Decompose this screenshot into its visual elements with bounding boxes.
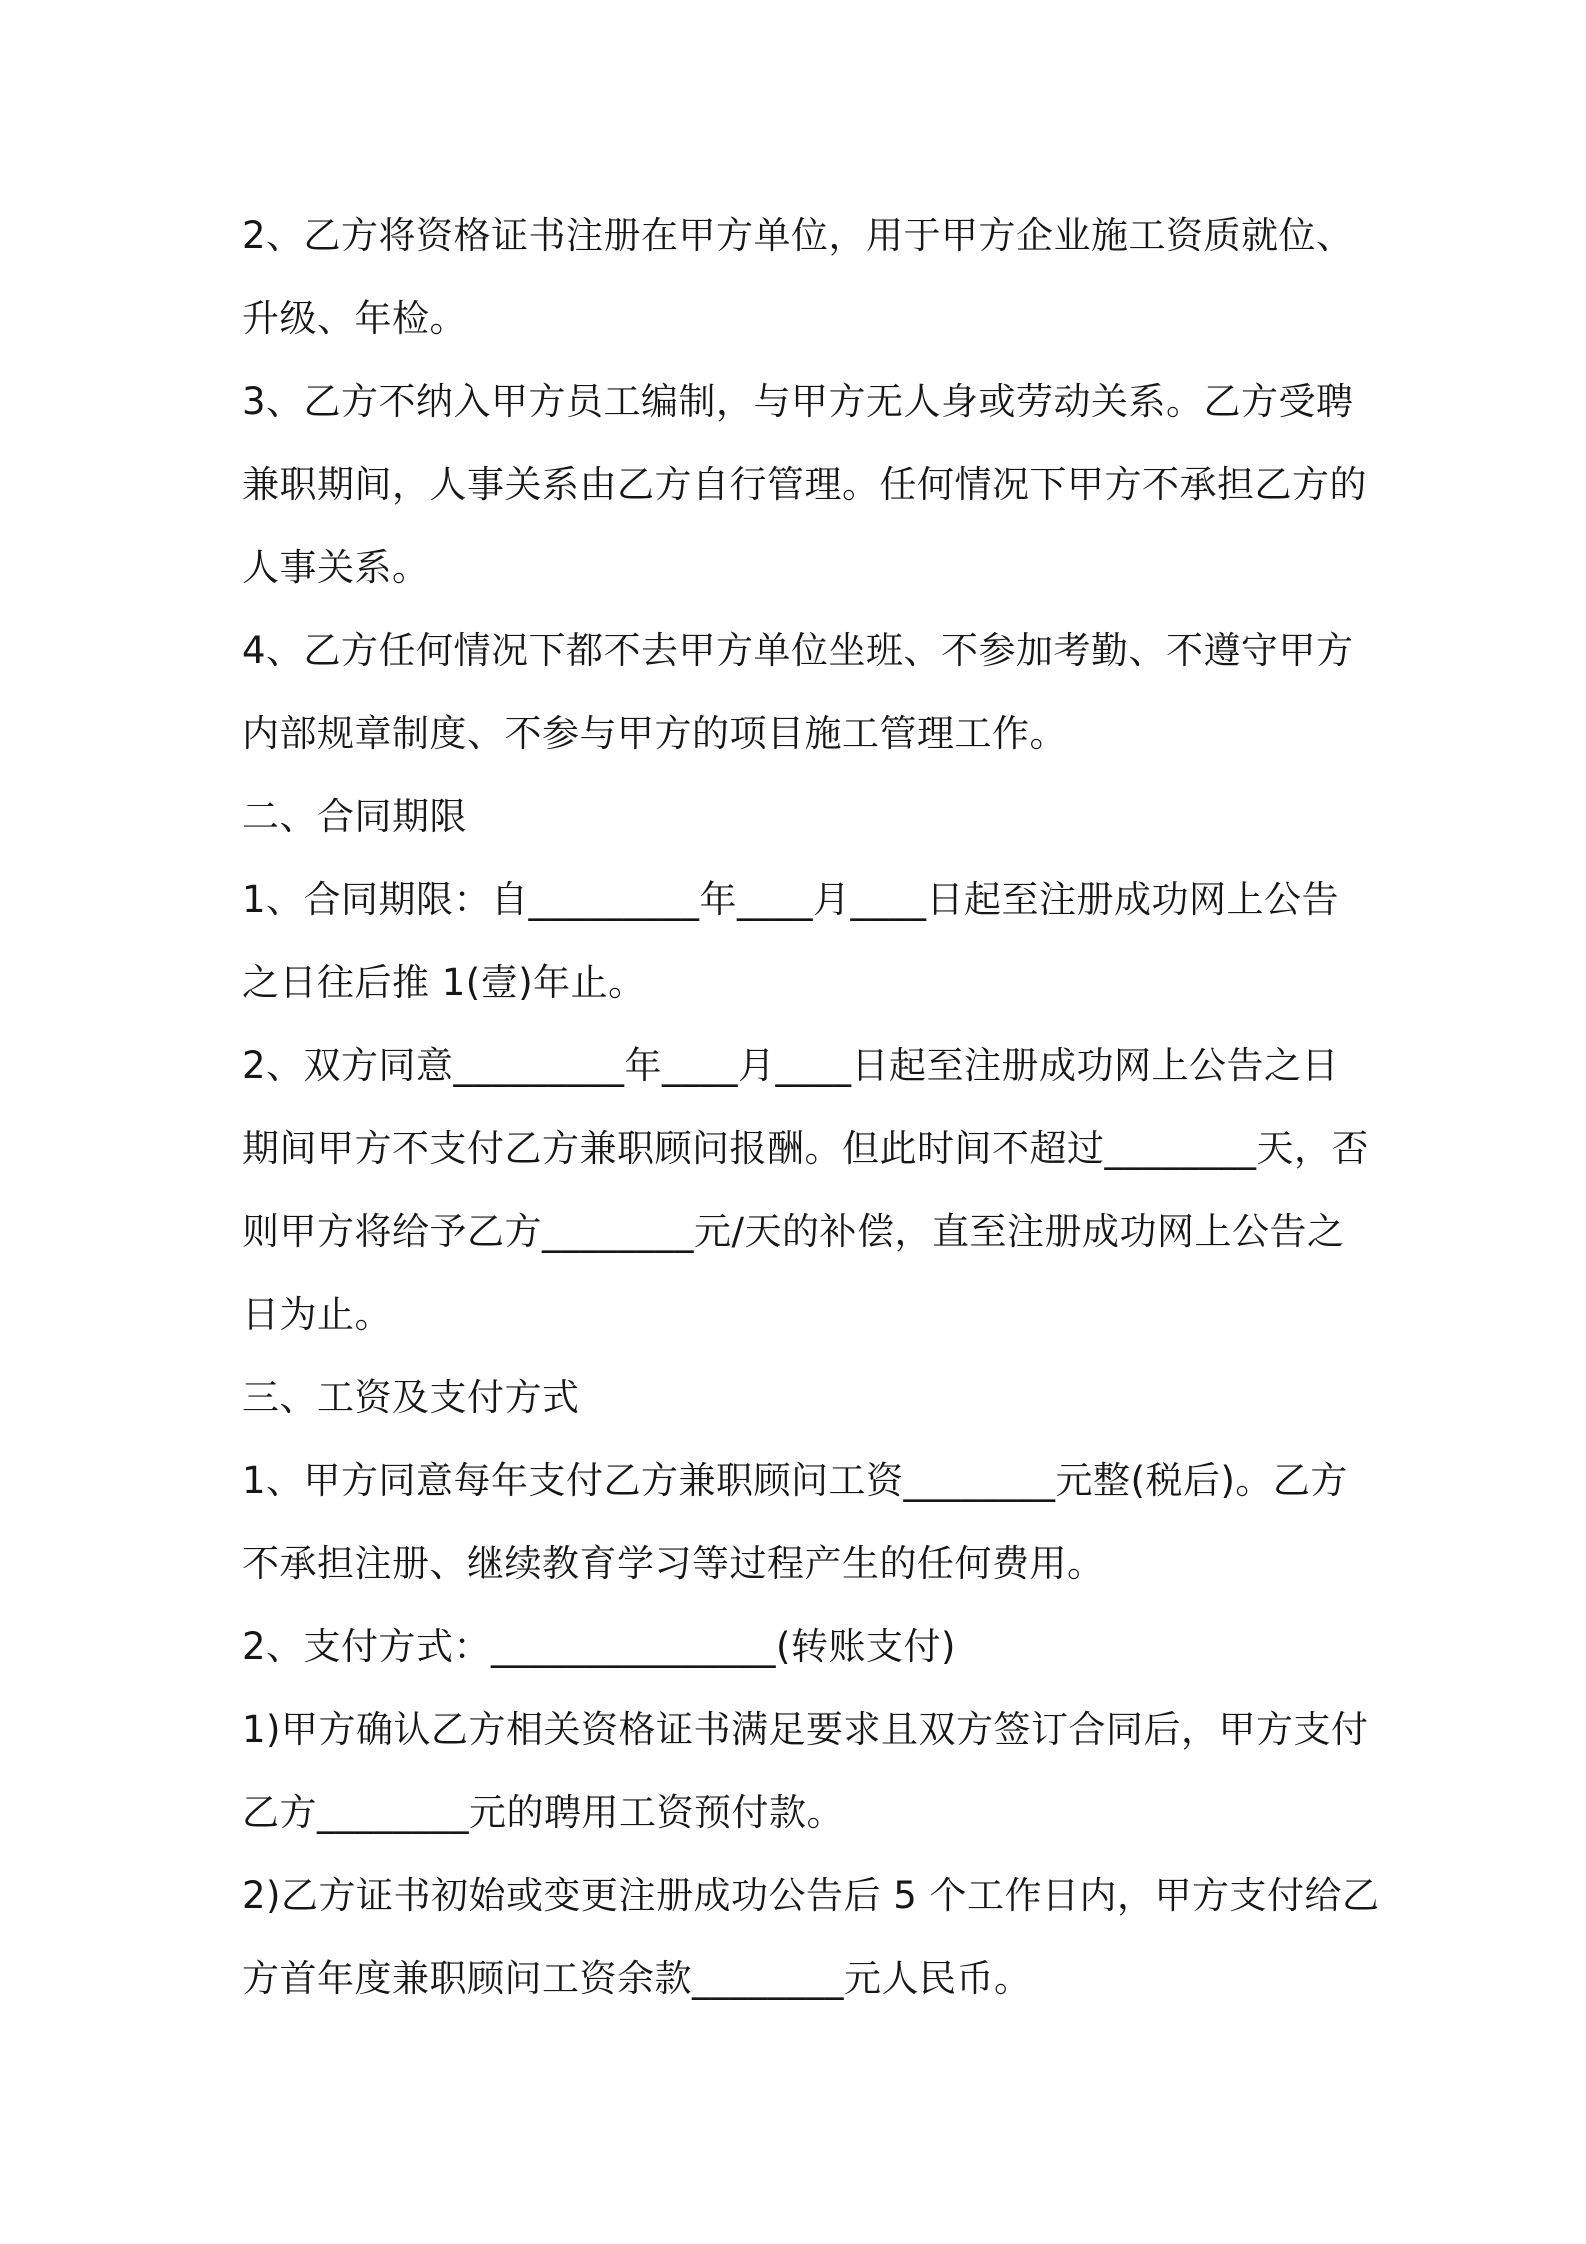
clause-2-line-1: 2、乙方将资格证书注册在甲方单位，用于甲方企业施工资质就位、 bbox=[242, 214, 1354, 257]
term-clause-2-line-1: 2、双方同意_________年____月____日起至注册成功网上公告之日 bbox=[242, 1044, 1340, 1087]
term-clause-2-line-2: 期间甲方不支付乙方兼职顾问报酬。但此时间不超过________天，否 bbox=[242, 1127, 1369, 1170]
payment-item-1-line-1: 1)甲方确认乙方相关资格证书满足要求且双方签订合同后，甲方支付 bbox=[242, 1708, 1369, 1751]
term-clause-2-line-4: 日为止。 bbox=[242, 1293, 392, 1336]
payment-item-2-line-2: 方首年度兼职顾问工资余款________元人民币。 bbox=[242, 1957, 1032, 2000]
clause-4-line-2: 内部规章制度、不参与甲方的项目施工管理工作。 bbox=[242, 712, 1067, 755]
salary-clause-1-line-1: 1、甲方同意每年支付乙方兼职顾问工资________元整(税后)。乙方 bbox=[242, 1459, 1348, 1502]
clause-3-line-3: 人事关系。 bbox=[242, 546, 430, 589]
section-heading-salary-payment: 三、工资及支付方式 bbox=[242, 1376, 580, 1419]
document-body bbox=[242, 194, 1380, 2020]
section-heading-contract-term: 二、合同期限 bbox=[242, 795, 467, 838]
salary-clause-2: 2、支付方式：_______________(转账支付) bbox=[242, 1625, 956, 1668]
salary-clause-1-line-2: 不承担注册、继续教育学习等过程产生的任何费用。 bbox=[242, 1542, 1105, 1585]
payment-item-2-line-1: 2)乙方证书初始或变更注册成功公告后 5 个工作日内，甲方支付给乙 bbox=[242, 1874, 1380, 1917]
clause-2-line-2: 升级、年检。 bbox=[242, 297, 467, 340]
clause-3-line-2: 兼职期间，人事关系由乙方自行管理。任何情况下甲方不承担乙方的 bbox=[242, 463, 1367, 506]
term-clause-1-line-2: 之日往后推 1(壹)年止。 bbox=[242, 961, 646, 1004]
term-clause-1-line-1: 1、合同期限：自_________年____月____日起至注册成功网上公告 bbox=[242, 878, 1340, 921]
clause-3-line-1: 3、乙方不纳入甲方员工编制，与甲方无人身或劳动关系。乙方受聘 bbox=[242, 380, 1354, 423]
clause-4-line-1: 4、乙方任何情况下都不去甲方单位坐班、不参加考勤、不遵守甲方 bbox=[242, 629, 1354, 672]
payment-item-1-line-2: 乙方________元的聘用工资预付款。 bbox=[242, 1791, 844, 1834]
term-clause-2-line-3: 则甲方将给予乙方________元/天的补偿，直至注册成功网上公告之 bbox=[242, 1210, 1345, 1253]
